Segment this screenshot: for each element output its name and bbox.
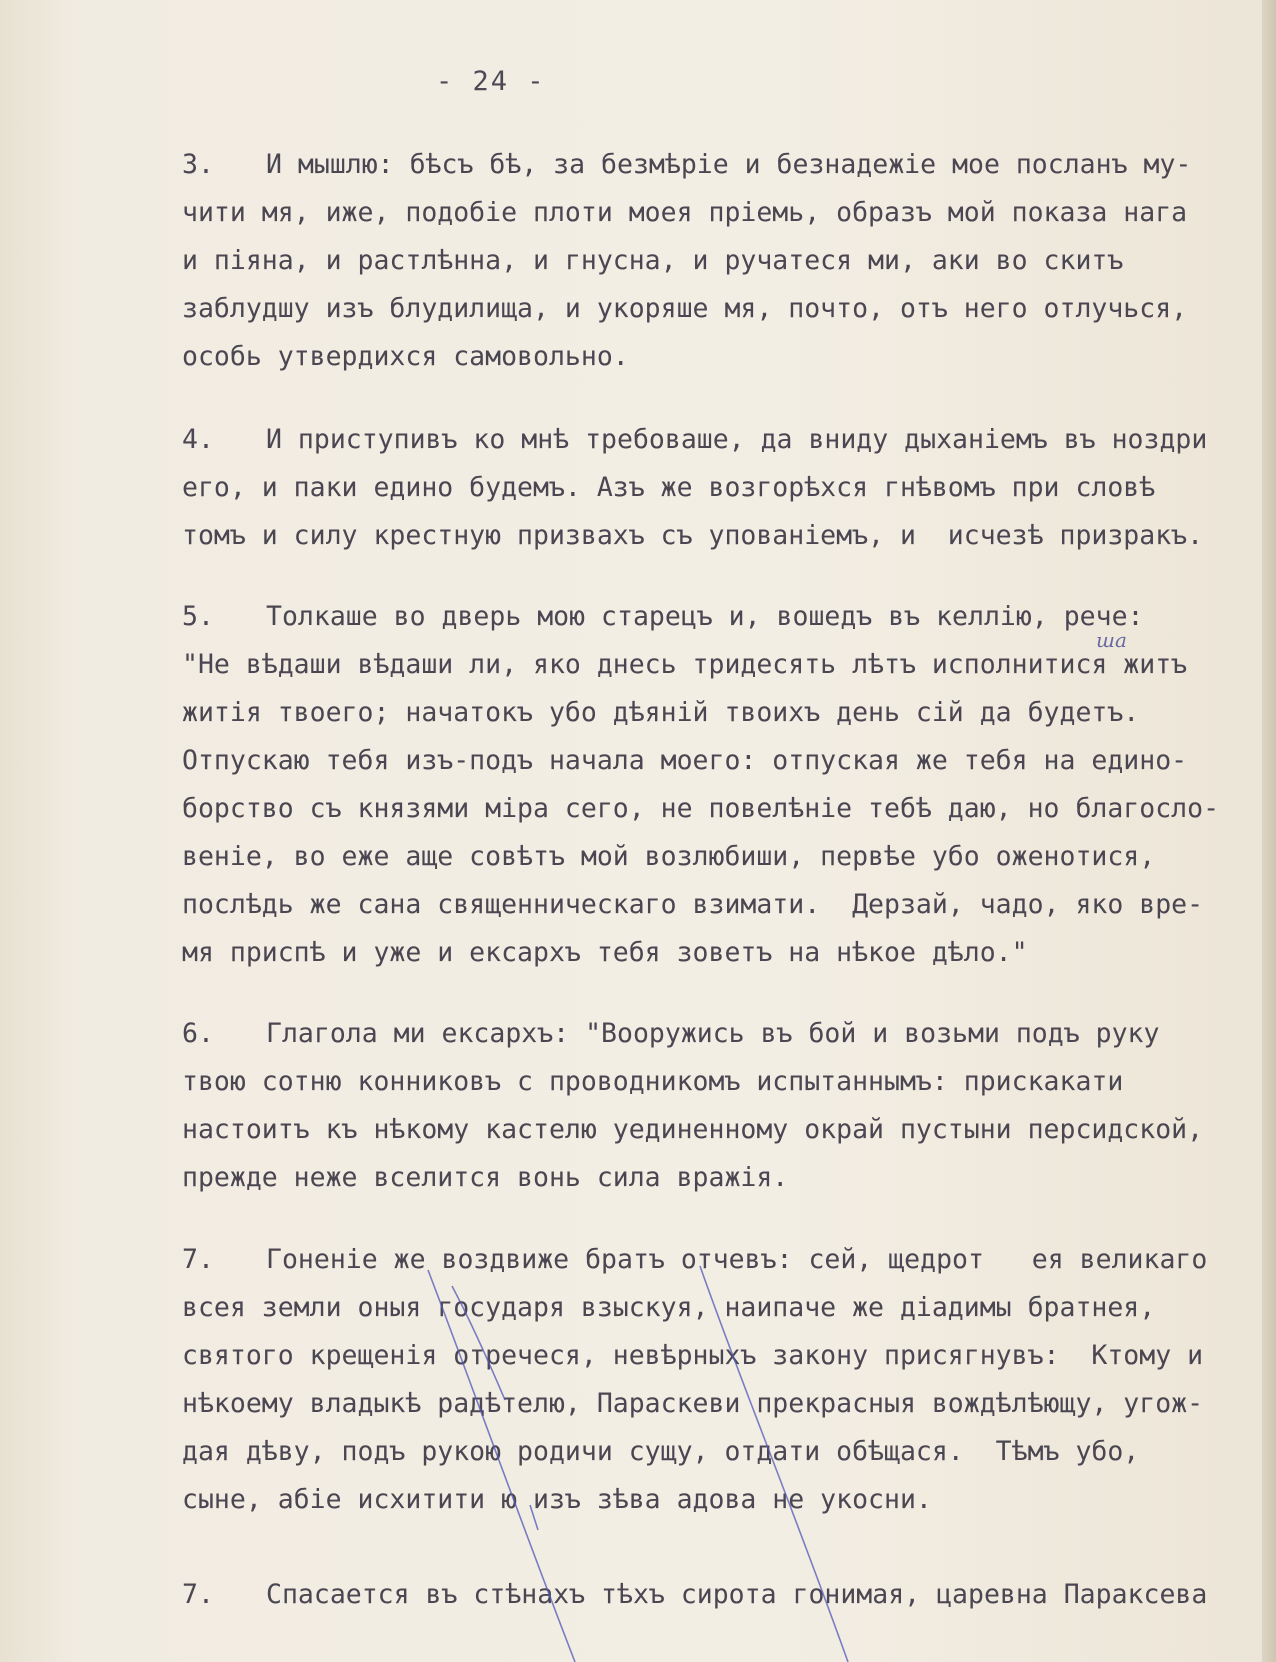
text-line: 7. Гоненіе же воздвиже братъ отчевъ: сей, щедрот ея великаго: [182, 1236, 1262, 1284]
text-line: чити мя, иже, подобіе плоти моея пріемь, образъ мой показа нага: [182, 197, 1188, 228]
text-line: дая дѣву, подъ рукою родичи сущу, отдати обѣщася. Тѣмъ убо,: [182, 1436, 1140, 1467]
paragraph-number: 5.: [182, 601, 214, 632]
paragraph-number: 7.: [182, 1579, 214, 1610]
paragraph-number: 7.: [182, 1244, 214, 1275]
handwritten-annotation: ша: [1096, 628, 1127, 652]
text-line: 4. И приступивъ ко мнѣ требоваше, да вниду дыханіемъ въ ноздри: [182, 416, 1262, 464]
text-line: Отпускаю тебя изъ-подъ начала моего: отпуская же тебя на едино-: [182, 745, 1188, 776]
text-line: 5. Толкаше во дверь мою старецъ и, вошедъ въ келлію, рече:: [182, 593, 1262, 641]
text-line: его, и паки едино будемъ. Азъ же возгорѣхся гнѣвомъ при словѣ: [182, 472, 1156, 503]
text-line: и піяна, и растлѣнна, и гнусна, и ручатеся ми, аки во скитъ: [182, 245, 1124, 276]
paragraph-number: 3.: [182, 149, 214, 180]
page-number: - 24 -: [436, 66, 546, 97]
text-line: твою сотню конниковъ с проводникомъ испытаннымъ: прискакати: [182, 1066, 1124, 1097]
text-line: особь утвердихся самовольно.: [182, 341, 629, 372]
text-line: 3. И мышлю: бѣсъ бѣ, за безмѣріе и безнадежіе мое посланъ му-: [182, 141, 1262, 189]
text-line: "Не вѣдаши вѣдаши ли, яко днесь тридесять лѣтъ исполнитися житъ: [182, 649, 1188, 680]
text-line: прежде неже вселится вонь сила вражія.: [182, 1162, 789, 1193]
text-line: борство съ князями міра сего, не повелѣніе тебѣ даю, но благосло-: [182, 793, 1220, 824]
text-line: мя приспѣ и уже и ексархъ тебя зоветъ на нѣкое дѣло.": [182, 937, 1028, 968]
text-line: святого крещенія отречеся, невѣрныхъ закону присягнувъ: Ктому и: [182, 1340, 1204, 1371]
text-line: томъ и силу крестную призвахъ съ упованіемъ, и исчезѣ призракъ.: [182, 520, 1204, 551]
text-line: настоитъ къ нѣкому кастелю уединенному окрай пустыни персидской,: [182, 1114, 1204, 1145]
text-line: сыне, абіе исхитити ю изъ зѣва адова не укосни.: [182, 1484, 932, 1515]
text-line: всея земли оныя государя взыскуя, наипаче же діадимы братнея,: [182, 1292, 1156, 1323]
paragraph-number: 4.: [182, 424, 214, 455]
paragraph-number: 6.: [182, 1018, 214, 1049]
text-line: житія твоего; начатокъ убо дѣяній твоихъ день сій да будетъ.: [182, 697, 1140, 728]
text-line: 6. Глагола ми ексархъ: "Вооружись въ бой и возьми подъ руку: [182, 1010, 1262, 1058]
text-line: 7. Спасается въ стѣнахъ тѣхъ сирота гонимая, царевна Параксева: [182, 1571, 1262, 1619]
text-line: веніе, во еже аще совѣтъ мой возлюбиши, первѣе убо оженотися,: [182, 841, 1156, 872]
text-line: нѣкоему владыкѣ радѣтелю, Параскеви прекрасныя вождѣлѣющу, угож-: [182, 1388, 1204, 1419]
text-line: заблудшу изъ блудилища, и укоряше мя, почто, отъ него отлучься,: [182, 293, 1188, 324]
text-line: послѣдь же сана священническаго взимати. Дерзай, чадо, яко вре-: [182, 889, 1204, 920]
